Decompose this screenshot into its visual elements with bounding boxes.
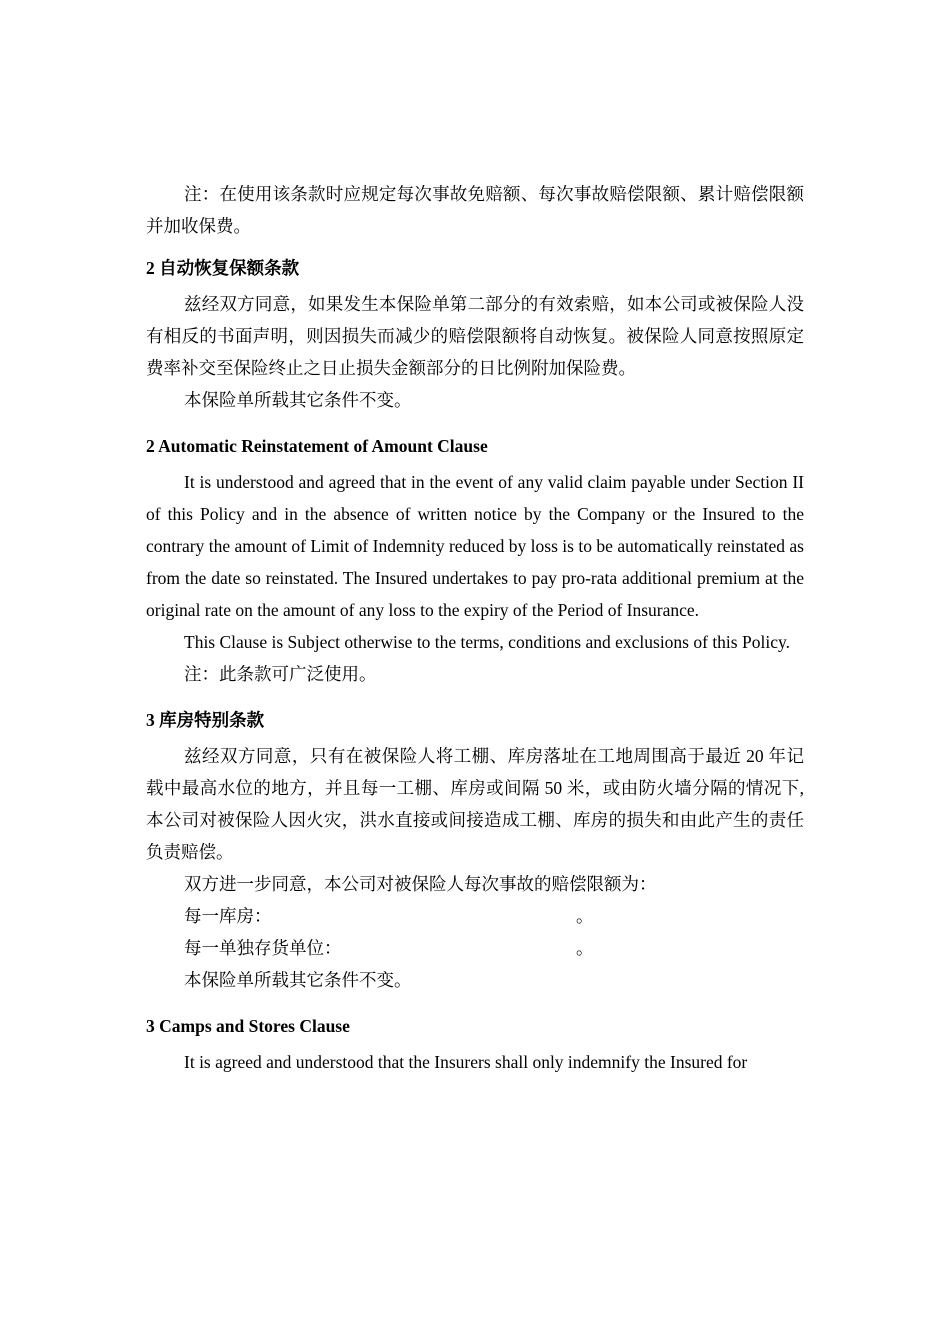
clause-3-cn-agreement: 双方进一步同意，本公司对被保险人每次事故的赔偿限额为： [184,874,657,894]
clause-3-en-heading: 3 Camps and Stores Clause [146,1016,350,1036]
per-unit-limit-row [146,932,804,964]
per-store-limit-row [146,900,804,932]
note-paragraph: 注：在使用该条款时应规定每次事故免赔额、每次事故赔偿限额、累计赔偿限额并加收保费。 [146,184,804,236]
clause-3-cn-closing: 本保险单所载其它条件不变。 [184,970,412,990]
clause-2-cn-paragraph: 兹经双方同意，如果发生本保险单第二部分的有效索赔，如本公司或被保险人没有相反的书面声明，则因损失而减少的赔偿限额将自动恢复。被保险人同意按照原定费率补交至保险终止之日止损失金额部分的日比例附加保险费。 [146,294,804,378]
per-store-label: 每一库房： [184,906,272,926]
clause-2-cn-closing: 本保险单所载其它条件不变。 [184,390,412,410]
clause-3-cn-heading: 3 库房特别条款 [146,710,265,730]
per-unit-end-mark: 。 [576,938,594,958]
document-page [146,178,804,1078]
clause-2-en-note: 注：此条款可广泛使用。 [184,664,377,684]
clause-2-en-closing: This Clause is Subject otherwise to the terms, conditions and exclusions of this Policy. [184,632,790,652]
clause-3-cn-paragraph: 兹经双方同意，只有在被保险人将工棚、库房落址在工地周围高于最近 20 年记载中最高水位的地方，并且每一工棚、库房或间隔 50 米，或由防火墙分隔的情况下,本公司对被保险人因火灾，洪水直接或间接造成工棚、库房的损失和由此产生的责任负责赔偿。 [146,746,804,862]
clause-2-cn-heading: 2 自动恢复保额条款 [146,258,300,278]
per-unit-label: 每一单独存货单位： [184,938,342,958]
clause-3-en-paragraph: It is agreed and understood that the Insurers shall only indemnify the Insured for [184,1052,748,1072]
per-store-end-mark: 。 [576,906,594,926]
clause-2-en-paragraph: It is understood and agreed that in the event of any valid claim payable under Section II of this Policy and in the absence of written notice by the Company or the Insured to the contrary the amount of Limit of Indemnity reduced by loss is to be automatically reinstated as from the date so reinstated. The Insured undertakes to pay pro-rata additional premium at the original rate on the amount of any loss to the expiry of the Period of Insurance. [146,472,804,620]
clause-2-en-heading: 2 Automatic Reinstatement of Amount Clause [146,436,488,456]
